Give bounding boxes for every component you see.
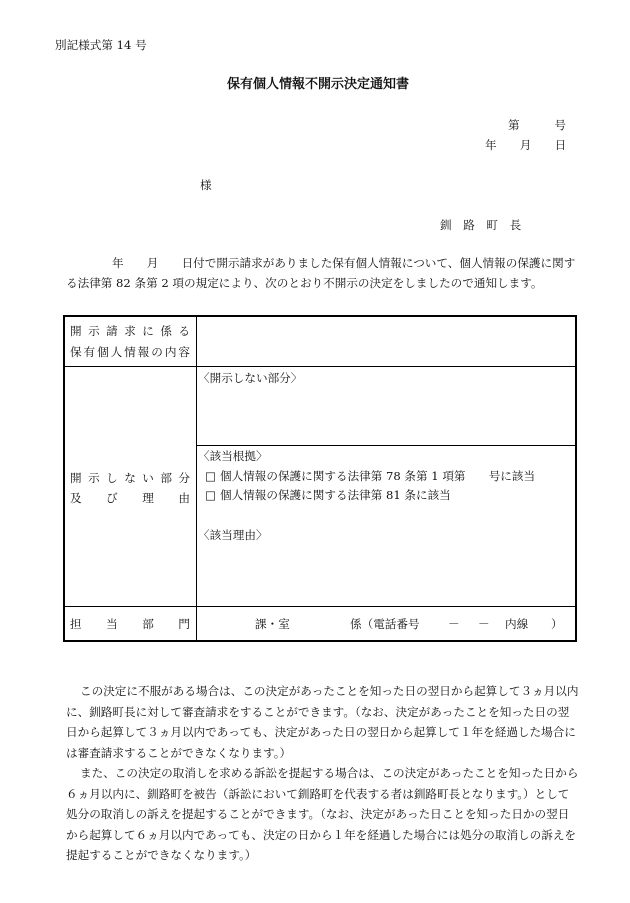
label-char: 理 [142,491,154,505]
basis-option [205,488,451,502]
label-char: 門 [178,617,190,631]
checkbox-icon: □ [205,469,216,483]
label-char: 由 [178,491,190,505]
legal-basis-heading: 〈該当根拠〉 [198,449,268,463]
basis-option-text: 個人情報の保護に関する法律第 81 条に該当 [219,488,451,502]
label-char: 有 [83,345,96,359]
label-char: 当 [106,617,118,631]
label-char: 請 [106,324,118,338]
note-line: ６ヵ月以内に、釧路町を被告（訴訟において釧路町を代表する者は釧路町長となります。）として [66,787,570,801]
label-char: 分 [178,471,190,485]
label-char: し [106,471,118,485]
label-char: 開 [70,471,82,485]
note-line: この決定に不服がある場合は、この決定があったことを知った日の翌日から起算して３ヵ月以内 [80,684,579,698]
contact-extension: 内線 [505,617,529,631]
column-divider [196,316,197,641]
label-char: 求 [124,324,136,338]
document-title: 保有個人情報不開示決定通知書 [226,77,409,92]
row-divider [64,606,576,607]
label-char: る [178,324,190,338]
undisclosed-part-heading: 〈開示しない部分〉 [198,371,303,385]
label-char: 内 [164,345,177,359]
label-char: な [124,471,136,485]
row-divider [64,366,576,367]
basis-option [205,469,535,483]
label-char: 報 [137,345,150,359]
phone-dash: － [478,617,490,631]
form-number: 別記様式第 14 号 [55,38,147,52]
label-char: に [142,324,154,338]
row2-label-line [70,471,190,485]
label-char: 部 [142,617,154,631]
note-line: 処分の取消しの訴えを提起することができます。（なお、決定があった日ことを知った日かの翌日 [66,807,570,821]
addressee-suffix: 様 [200,178,212,192]
label-char: 開 [70,324,82,338]
label-char: び [106,491,118,505]
note-line: から起算して６ヵ月以内であっても、決定の日から１年を経過した場合には処分の取消しの訴えを [66,828,577,842]
document-date: 年 月 日 [485,138,567,152]
label-char: い [142,471,154,485]
document-number: 第 号 [508,118,566,132]
label-char: 個 [97,345,109,359]
note-line: 日から起算して３ヵ月以内であっても、決定があった日の翌日から起算して１年を経過した場合に [66,725,576,739]
label-char: の [151,345,163,359]
note-line: 提起することができなくなります。） [66,848,257,862]
label-char: 保 [70,345,82,359]
label-char: 係 [160,324,172,338]
label-char: 情 [124,345,136,359]
label-char: 部 [160,471,172,485]
note-line: は審査請求することができなくなります。） [66,746,292,760]
note-line: に、釧路町長に対して審査請求をすることができます。（なお、決定があったことを知った日の翌 [66,705,570,719]
cell-divider [197,445,576,446]
intro-line: 年 月 日付で開示請求がありました保有個人情報について、個人情報の保護に関す [112,256,576,270]
row1-label-line [70,324,190,338]
reason-heading: 〈該当理由〉 [198,528,268,542]
sender-name: 釧 路 町 長 [440,218,522,232]
label-char: 及 [70,491,82,505]
contact-staff-phone: 係（電話番号 [350,617,420,631]
basis-option-text: 個人情報の保護に関する法律第 78 条第 1 項第 号に該当 [219,469,536,483]
label-char: 容 [178,345,190,359]
contact-section: 課・室 [255,617,290,631]
label-char: 人 [110,345,123,359]
intro-line: る法律第 82 条第 2 項の規定により、次のとおり不開示の決定をしましたので通知します。 [66,276,543,290]
contact-close-paren: ） [551,617,563,631]
label-char: 担 [70,617,82,631]
note-line: また、この決定の取消しを求める訴訟を提起する場合は、この決定があったことを知った日から [80,766,579,780]
checkbox-icon: □ [205,488,216,502]
label-char: 示 [88,471,100,485]
phone-dash: － [448,617,460,631]
row1-label-line [70,345,190,359]
row2-label-line [70,491,190,505]
department-label [70,617,190,631]
label-char: 示 [88,324,100,338]
